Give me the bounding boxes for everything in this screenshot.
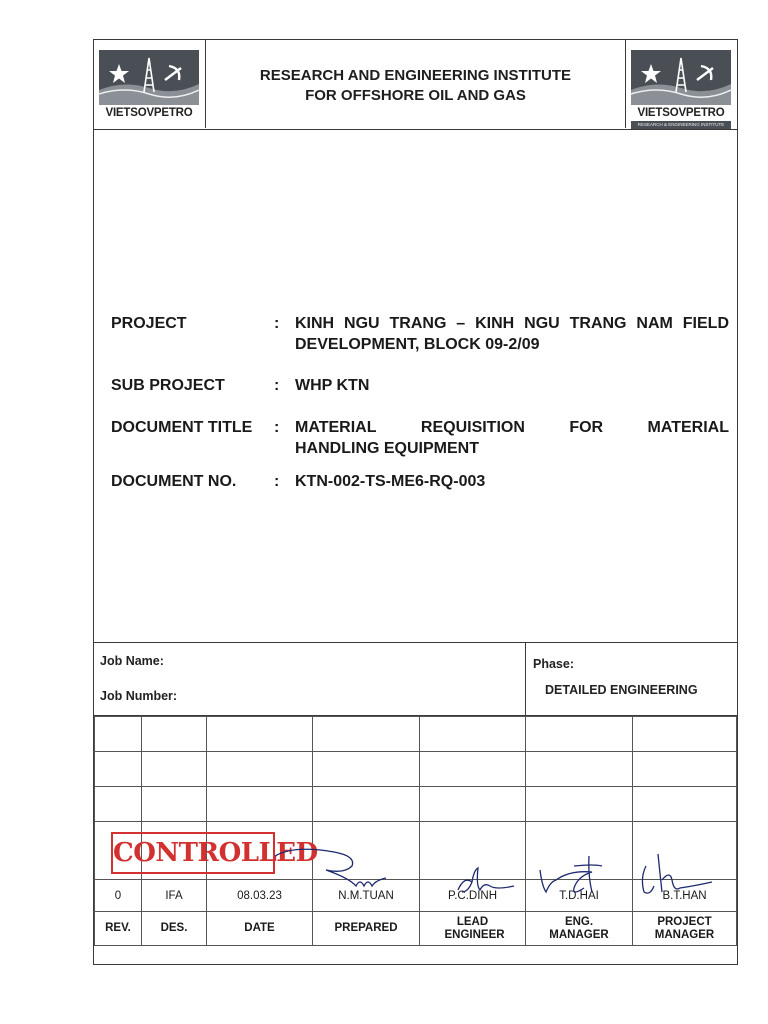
- institute-line-2: FOR OFFSHORE OIL AND GAS: [305, 87, 526, 104]
- document-title-colon: :: [274, 419, 280, 436]
- des-value: IFA: [142, 880, 207, 912]
- project-manager-header-text: PROJECT MANAGER: [654, 915, 715, 941]
- document-title-line-2: HANDLING EQUIPMENT: [295, 440, 479, 457]
- phase-value: DETAILED ENGINEERING: [545, 683, 698, 697]
- logo-right-subtitle: RESEARCH & ENGINEERING INSTITUTE: [631, 121, 731, 129]
- prepared-value: N.M.TUAN: [313, 880, 420, 912]
- des-header: DES.: [142, 912, 207, 946]
- project-manager-signature-icon: [642, 854, 712, 893]
- subproject-value: WHP KTN: [295, 377, 370, 394]
- prepared-signature-icon: [275, 849, 386, 886]
- job-number-label: Job Number:: [100, 689, 178, 703]
- document-title-word: MATERIAL: [647, 419, 729, 436]
- date-value: 08.03.23: [207, 880, 313, 912]
- eng-manager-signature-icon: [540, 856, 602, 892]
- document-sheet: [93, 39, 738, 965]
- document-title-label: DOCUMENT TITLE: [111, 419, 253, 436]
- prepared-header: PREPARED: [313, 912, 420, 946]
- date-header: DATE: [207, 912, 313, 946]
- project-label: PROJECT: [111, 315, 187, 332]
- logo-left-name: VIETSOVPETRO: [105, 107, 193, 119]
- project-value: KINH NGU TRANG – KINH NGU TRANG NAM FIELD DEVELOPMENT, BLOCK 09-2/09: [295, 315, 729, 353]
- document-number-value: KTN-002-TS-ME6-RQ-003: [295, 473, 486, 490]
- controlled-stamp: CONTROLLED: [111, 832, 275, 874]
- phase-label: Phase:: [533, 657, 574, 671]
- lead-engineer-value: P.C.DINH: [420, 880, 526, 912]
- project-manager-value: B.T.HAN: [633, 880, 737, 912]
- institute-line-1: RESEARCH AND ENGINEERING INSTITUTE: [259, 67, 572, 84]
- lead-engineer-header-text: LEAD ENGINEER: [444, 915, 505, 941]
- rev-header: REV.: [95, 912, 142, 946]
- eng-manager-header-text: ENG. MANAGER: [549, 915, 609, 941]
- subproject-colon: :: [274, 377, 280, 394]
- signatures-overlay: [94, 40, 739, 966]
- eng-manager-value: T.D.HAI: [526, 880, 633, 912]
- job-name-label: Job Name:: [100, 654, 164, 668]
- document-number-colon: :: [274, 473, 280, 490]
- rev-value: 0: [95, 880, 142, 912]
- subproject-label: SUB PROJECT: [111, 377, 225, 394]
- document-number-label: DOCUMENT NO.: [111, 473, 237, 490]
- document-title-word: REQUISITION: [420, 419, 525, 436]
- project-colon: :: [274, 315, 280, 332]
- document-title-word: FOR: [569, 419, 604, 436]
- lead-engineer-signature-icon: [458, 868, 514, 892]
- logo-right-name: VIETSOVPETRO: [637, 107, 725, 119]
- document-title-word: MATERIAL: [295, 419, 377, 436]
